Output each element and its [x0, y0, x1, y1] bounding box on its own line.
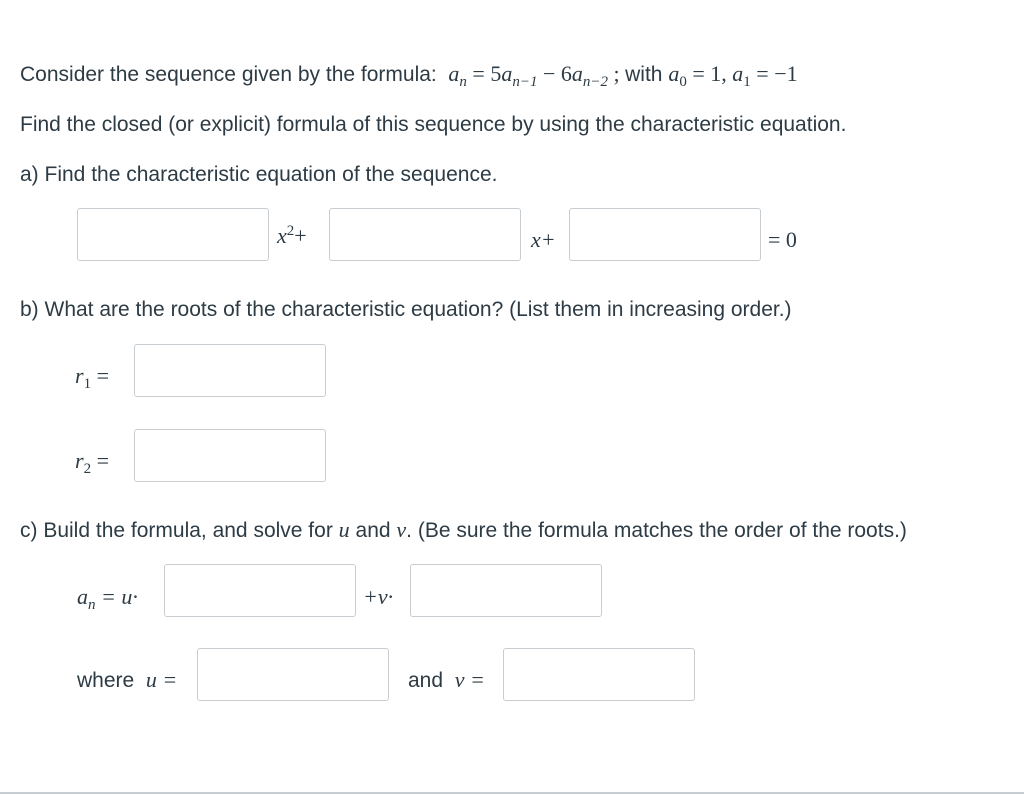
init0-eq: =	[686, 61, 711, 86]
where-u-label	[77, 666, 177, 695]
char-eq-coef-x2-input[interactable]	[77, 208, 269, 261]
formula-term2-sub: n−2	[582, 74, 609, 90]
root-r2-input[interactable]	[134, 429, 326, 482]
instruction-text: Find the closed (or explicit) formula of this sequence by using the characteristic equation.	[20, 113, 847, 136]
x2-exp: 2	[286, 223, 295, 239]
formula-coef1: 5	[490, 61, 502, 86]
an-eq-u: = u·	[95, 584, 138, 609]
v-var-inline: v	[396, 517, 407, 542]
part-c-question	[20, 516, 907, 545]
problem-statement	[20, 60, 798, 91]
formula-lhs-var: a	[448, 61, 460, 86]
v-value-input[interactable]	[503, 648, 695, 701]
part-b-question: b) What are the roots of the characteristic equation? (List them in increasing order.)	[20, 298, 792, 321]
and-v-word: and	[408, 669, 444, 692]
root-r1-input[interactable]	[134, 344, 326, 397]
u-eq: u =	[145, 667, 178, 692]
part-c-question-pre: c) Build the formula, and solve for	[20, 519, 333, 542]
init1-var: a	[732, 61, 744, 86]
char-eq-coef-x-input[interactable]	[329, 208, 521, 261]
part-a-question: a) Find the characteristic equation of the sequence.	[20, 163, 498, 186]
x2-var: x	[277, 223, 287, 248]
bottom-divider	[0, 792, 1024, 794]
formula-minus: −	[537, 61, 561, 86]
r2-var: r	[75, 448, 84, 473]
init1-eq: =	[750, 61, 775, 86]
equals-zero-label: = 0	[768, 227, 797, 252]
formula-term1-var: a	[501, 61, 513, 86]
u-var-inline: u	[338, 517, 350, 542]
r1-var: r	[75, 363, 84, 388]
formula-term1-sub: n−1	[512, 74, 538, 90]
init0-sub: 0	[679, 74, 687, 90]
plus-v-label: +v·	[363, 584, 394, 609]
v-eq: v =	[454, 667, 485, 692]
formula-coef2: 6	[560, 61, 572, 86]
u-value-input[interactable]	[197, 648, 389, 701]
an-formula-label	[77, 583, 138, 614]
with-word: with	[625, 63, 663, 86]
formula-lhs-sub: n	[459, 74, 467, 90]
x-plus-label: x+	[531, 227, 556, 252]
r2-sub: 2	[83, 461, 92, 477]
an-sub: n	[88, 597, 96, 613]
an-var: a	[77, 584, 88, 609]
x2-plus: +	[294, 223, 307, 248]
r1-eq: =	[91, 363, 109, 388]
r1-sub: 1	[83, 376, 92, 392]
intro-text: Consider the sequence given by the formula:	[20, 63, 437, 86]
formula-eq: =	[466, 61, 491, 86]
r2-label	[75, 447, 109, 478]
init0-val: 1,	[710, 61, 733, 86]
part-c-question-post: . (Be sure the formula matches the order of the roots.)	[406, 519, 907, 542]
x2-plus-label	[277, 222, 307, 253]
init1-val: −1	[774, 61, 798, 86]
init0-var: a	[668, 61, 680, 86]
and-word: and	[355, 519, 391, 542]
v-base-input[interactable]	[410, 564, 602, 617]
u-base-input[interactable]	[164, 564, 356, 617]
init1-sub: 1	[743, 74, 751, 90]
r1-label	[75, 362, 109, 393]
formula-term2-var: a	[571, 61, 583, 86]
char-eq-constant-input[interactable]	[569, 208, 761, 261]
where-word: where	[77, 669, 135, 692]
r2-eq: =	[91, 448, 109, 473]
and-v-label	[408, 666, 485, 695]
formula-sep: ;	[608, 61, 626, 86]
